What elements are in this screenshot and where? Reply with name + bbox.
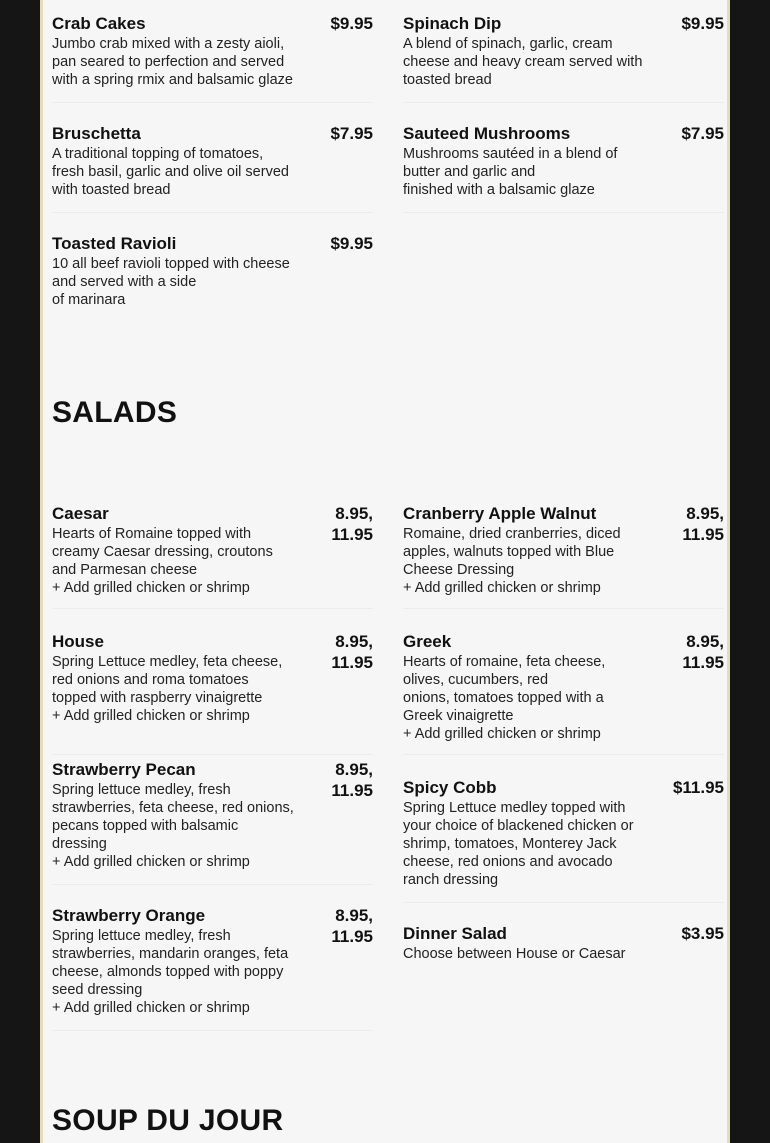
item-name: Greek: [403, 632, 452, 651]
item-name: Spicy Cobb: [403, 778, 497, 797]
item-description: Spring lettuce medley, fresh strawberries, feta cheese, red onions, pecans topped with balsamic dressing + Add grilled chicken or shrimp: [52, 782, 294, 870]
item-price: 8.95, 11.95: [331, 504, 373, 544]
item-name: Dinner Salad: [403, 924, 507, 943]
menu-row: [52, 233, 724, 323]
menu-row: [52, 759, 724, 888]
menu-row: [52, 503, 724, 609]
menu-item-strawberry-pecan: [52, 759, 373, 885]
item-price: $7.95: [330, 124, 373, 143]
item-description: A blend of spinach, garlic, cream cheese and heavy cream served with toasted bread: [403, 36, 643, 88]
item-price: $11.95: [672, 778, 724, 797]
menu-item-strawberry-orange: [52, 905, 373, 1031]
menu-row: [52, 905, 724, 1031]
item-price: $9.95: [681, 14, 724, 33]
menu-item-spinach-dip: [403, 13, 724, 103]
item-name: Cranberry Apple Walnut: [403, 504, 597, 523]
menu-item-sauteed-mushrooms: [403, 123, 724, 213]
item-price: 8.95, 11.95: [331, 632, 373, 672]
item-description: Spring Lettuce medley topped with your choice of blackened chicken or shrimp, tomatoes, Monterey Jack cheese, red onions and avocado ranch dressing: [403, 800, 634, 888]
item-description: A traditional topping of tomatoes, fresh basil, garlic and olive oil served with toasted bread: [52, 146, 289, 198]
item-description: 10 all beef ravioli topped with cheese and served with a side of marinara: [52, 256, 290, 308]
menu-item-toasted-ravioli: [52, 233, 373, 323]
item-description: Spring Lettuce medley, feta cheese, red onions and roma tomatoes topped with raspberry vinaigrette + Add grilled chicken or shrimp: [52, 654, 283, 724]
item-name: Sauteed Mushrooms: [403, 124, 571, 143]
item-price: 8.95, 11.95: [331, 760, 373, 800]
item-name: Strawberry Pecan: [52, 760, 196, 779]
item-description: Mushrooms sautéed in a blend of butter and garlic and finished with a balsamic glaze: [403, 146, 618, 198]
item-name: Strawberry Orange: [52, 906, 206, 925]
item-name: Crab Cakes: [52, 14, 146, 33]
menu-item-house: [52, 631, 373, 755]
menu-page: [40, 0, 730, 1143]
item-name: House: [52, 632, 104, 651]
item-price: $9.95: [330, 234, 373, 253]
item-price: 8.95, 11.95: [331, 906, 373, 946]
item-price: $9.95: [330, 14, 373, 33]
menu-row: [52, 13, 724, 103]
menu-row: [52, 123, 724, 213]
menu-item-bruschetta: [52, 123, 373, 213]
item-description: Hearts of romaine, feta cheese, olives, cucumbers, red onions, tomatoes topped with a Greek vinaigrette + Add grilled chicken or shrimp: [403, 654, 606, 742]
item-description: Hearts of Romaine topped with creamy Caesar dressing, croutons and Parmesan cheese + Add grilled chicken or shrimp: [52, 526, 273, 596]
item-price: $7.95: [681, 124, 724, 143]
menu-item-crab-cakes: [52, 13, 373, 103]
menu-row: [52, 631, 724, 755]
item-name: Spinach Dip: [403, 14, 502, 33]
section-title-salads: SALADS: [52, 396, 178, 429]
item-description: Jumbo crab mixed with a zesty aioli, pan seared to perfection and served with a spring rmix and balsamic glaze: [52, 36, 293, 88]
item-description: Romaine, dried cranberries, diced apples, walnuts topped with Blue Cheese Dressing + Add grilled chicken or shrimp: [403, 526, 621, 596]
item-name: Bruschetta: [52, 124, 141, 143]
item-description: Spring lettuce medley, fresh strawberries, mandarin oranges, feta cheese, almonds topped with poppy seed dressing + Add grilled chicken or shrimp: [52, 928, 289, 1016]
item-price: 8.95, 11.95: [682, 632, 724, 672]
item-name: Caesar: [52, 504, 109, 523]
menu-item-greek: [403, 631, 724, 755]
item-description: Choose between House or Caesar: [403, 946, 626, 962]
section-title-soup-du-jour: SOUP DU JOUR: [52, 1104, 284, 1137]
menu-item-dinner-salad: [403, 923, 724, 983]
menu-item-cranberry-apple-walnut: [403, 503, 724, 609]
menu-item-spicy-cobb: [403, 777, 724, 903]
item-name: Toasted Ravioli: [52, 234, 177, 253]
item-price: $3.95: [681, 924, 724, 943]
item-price: 8.95, 11.95: [682, 504, 724, 544]
menu-item-caesar: [52, 503, 373, 609]
